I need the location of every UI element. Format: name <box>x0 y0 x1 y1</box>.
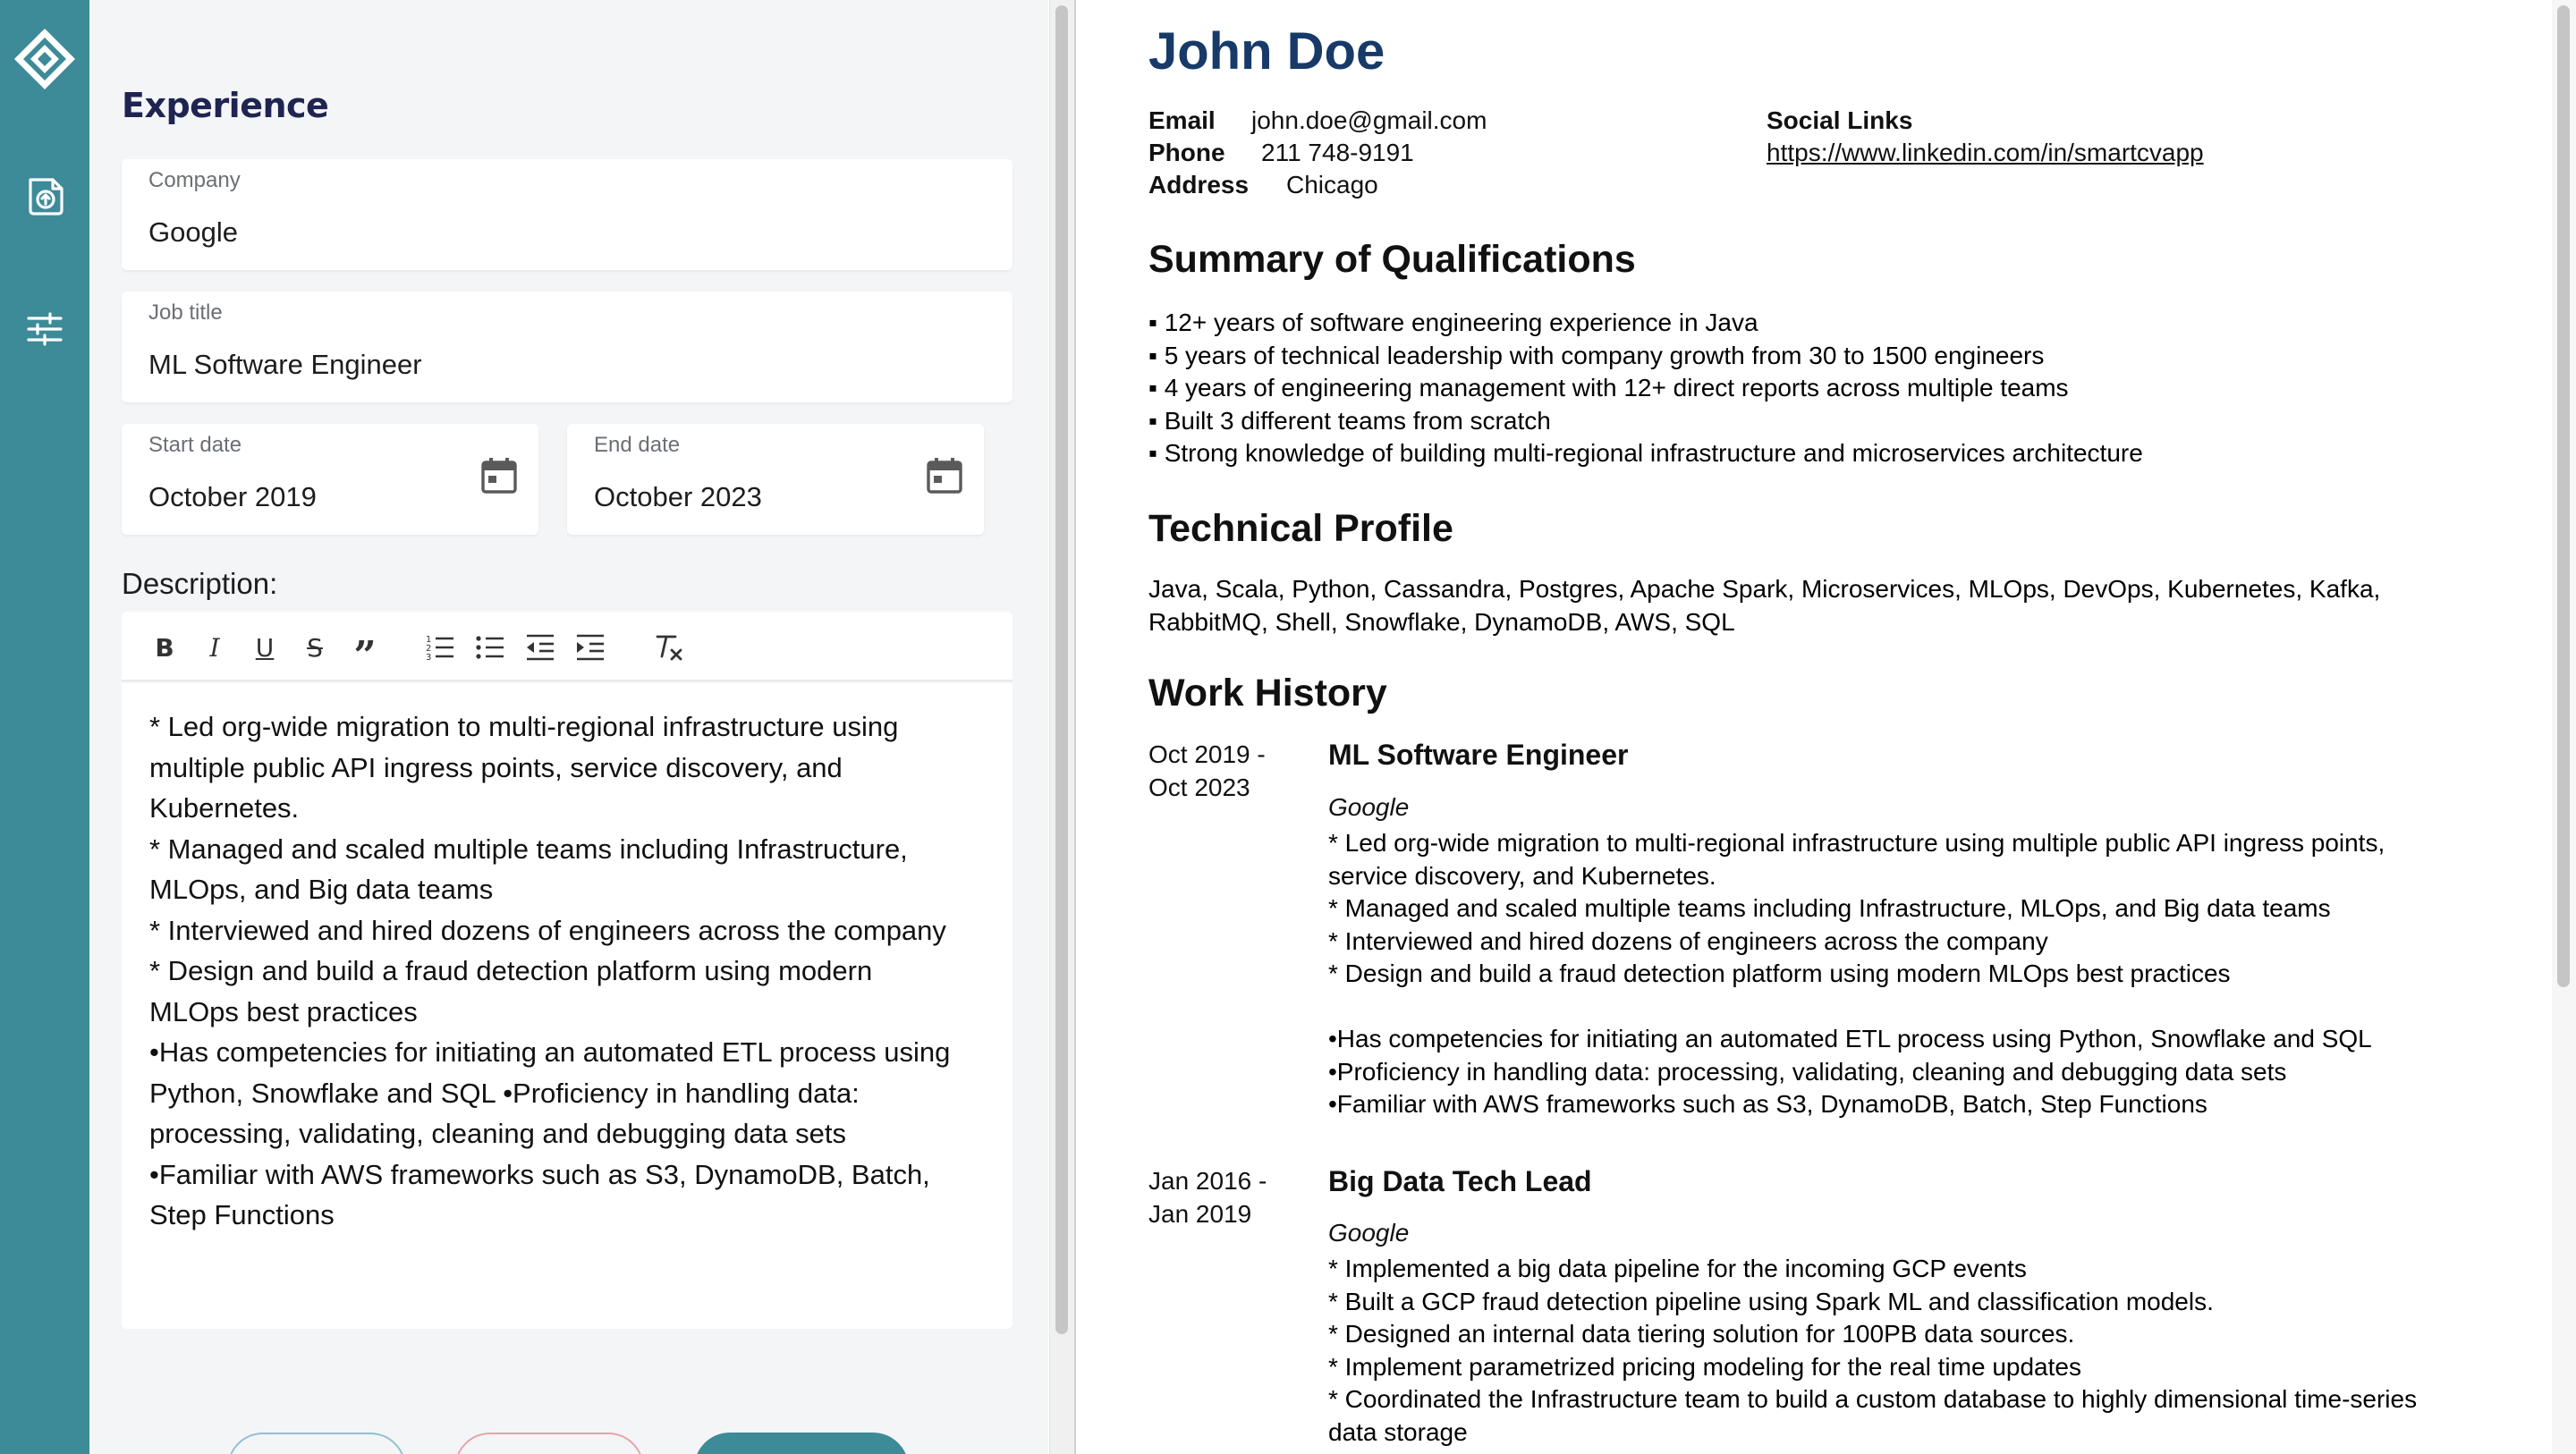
technical-heading: Technical Profile <box>1148 507 1453 550</box>
job-title: Big Data Tech Lead <box>1328 1165 1592 1197</box>
email-label: Email <box>1148 106 1216 134</box>
job-description-line: * Led org-wide migration to multi-regional infrastructure using multiple public API ingress points, <box>1328 829 2385 857</box>
description-line: Step Functions <box>149 1199 335 1230</box>
job-title: ML Software Engineer <box>1328 739 1629 771</box>
end-date-field[interactable] <box>567 424 984 535</box>
secondary-button[interactable] <box>227 1433 406 1454</box>
start-date-field[interactable] <box>122 424 538 535</box>
scroll-thumb[interactable] <box>1055 5 1068 1334</box>
job-description-line: * Design and build a fraud detection platform using modern MLOps best practices <box>1328 959 2231 987</box>
job-dates: Jan 2016 - <box>1148 1167 1267 1195</box>
job-title-field[interactable] <box>122 292 1013 402</box>
description-line: multiple public API ingress points, service discovery, and <box>149 751 843 783</box>
job-description-line: •Has competencies for initiating an automated ETL process using Python, Snowflake and SQL <box>1328 1025 2372 1052</box>
job-description <box>1328 1253 2417 1449</box>
job-description-line: •Proficiency in handling data: processing, validating, cleaning and debugging data sets <box>1328 1057 2287 1086</box>
job-description-line: * Interviewed and hired dozens of engineers across the company <box>1328 926 2048 955</box>
underline-icon[interactable]: U <box>255 632 275 663</box>
technical-line: Java, Scala, Python, Cassandra, Postgres, Apache Spark, Microservices, MLOps, DevOps, Kubernetes, Kafka, <box>1148 575 2381 603</box>
phone-label: Phone <box>1148 139 1225 166</box>
editor-scrollbar[interactable] <box>1049 0 1074 1454</box>
description-line: * Interviewed and hired dozens of engineers across the company <box>149 914 946 946</box>
calendar-icon[interactable] <box>479 456 519 495</box>
end-date-input[interactable]: October 2023 <box>594 481 762 512</box>
italic-icon[interactable]: I <box>209 632 220 663</box>
editor-panel <box>89 0 1048 1454</box>
job-company: Google <box>1328 793 1410 821</box>
scroll-thumb[interactable] <box>2557 5 2570 987</box>
job-title-label: Job title <box>148 300 223 325</box>
summary-item: ▪ Strong knowledge of building multi-regional infrastructure and microservices architecture <box>1148 439 2143 467</box>
description-line: * Design and build a fraud detection platform using modern <box>149 955 873 986</box>
address-value: Chicago <box>1286 171 1378 199</box>
start-date-label: Start date <box>148 433 242 457</box>
technical-line: RabbitMQ, Shell, Snowflake, DynamoDB, AWS, SQL <box>1148 607 1735 636</box>
description-line: processing, validating, cleaning and debugging data sets <box>149 1118 846 1149</box>
job-dates: Oct 2019 - <box>1148 740 1266 768</box>
job-dates: Oct 2023 <box>1148 773 1250 801</box>
summary-item: ▪ 5 years of technical leadership with company growth from 30 to 1500 engineers <box>1148 341 2045 369</box>
ordered-list-icon[interactable] <box>420 628 460 667</box>
preview-scrollbar[interactable] <box>2552 0 2576 1454</box>
description-line: Kubernetes. <box>149 792 300 824</box>
remove-button[interactable] <box>454 1433 644 1454</box>
description-editor[interactable] <box>122 683 1013 1329</box>
clear-format-icon[interactable] <box>649 628 689 667</box>
job-dates: Jan 2019 <box>1148 1200 1252 1228</box>
phone-value: 211 748-9191 <box>1261 139 1414 166</box>
description-line: MLOps best practices <box>149 995 418 1027</box>
description-line: * Managed and scaled multiple teams including Infrastructure, <box>149 833 908 865</box>
bold-icon[interactable]: B <box>155 632 174 663</box>
app-sidebar <box>0 0 89 1454</box>
svg-text:3: 3 <box>426 653 432 663</box>
strikethrough-icon[interactable]: S <box>307 632 323 663</box>
summary-heading: Summary of Qualifications <box>1148 238 1636 281</box>
summary-item: ▪ 12+ years of software engineering experience in Java <box>1148 309 1758 336</box>
description-line: MLOps, and Big data teams <box>149 874 494 905</box>
job-description-line: * Coordinated the Infrastructure team to build a custom database to highly dimensional time-series <box>1328 1385 2418 1413</box>
summary-list <box>1148 307 2143 470</box>
job-description-line: •Familiar with AWS frameworks such as S3, DynamoDB, Batch, Step Functions <box>1328 1090 2207 1118</box>
job-description <box>1328 827 2385 1121</box>
indent-icon[interactable] <box>571 628 610 667</box>
work-history-heading: Work History <box>1148 672 1387 714</box>
description-line: •Has competencies for initiating an automated ETL process using <box>149 1036 951 1068</box>
section-title: Experience <box>122 86 329 125</box>
quote-icon[interactable]: ” <box>353 632 377 679</box>
company-input[interactable]: Google <box>148 216 238 248</box>
job-description-line <box>1328 991 2385 1024</box>
job-description-line: * Implement parametrized pricing modeling for the real time updates <box>1328 1352 2081 1381</box>
description-label: Description: <box>122 567 278 600</box>
svg-text:2: 2 <box>426 644 432 654</box>
end-date-label: End date <box>594 433 681 457</box>
job-description-line: * Implemented a big data pipeline for the incoming GCP events <box>1328 1255 2027 1282</box>
job-title-input[interactable]: ML Software Engineer <box>148 349 422 380</box>
technical-list <box>1148 573 2380 638</box>
primary-button[interactable] <box>694 1433 909 1454</box>
rich-text-toolbar <box>122 612 1013 681</box>
calendar-icon[interactable] <box>925 456 964 495</box>
diamond-logo-icon[interactable] <box>13 27 77 91</box>
job-description-line: service discovery, and Kubernetes. <box>1328 861 1716 890</box>
job-description-line: * Managed and scaled multiple teams including Infrastructure, MLOps, and Big data teams <box>1328 894 2331 922</box>
company-field[interactable] <box>122 159 1013 270</box>
description-line: * Led org-wide migration to multi-regional infrastructure using <box>149 711 899 742</box>
address-label: Address <box>1148 171 1250 199</box>
start-date-input[interactable]: October 2019 <box>148 481 317 512</box>
job-description-line: data storage <box>1328 1417 1468 1446</box>
summary-item: ▪ Built 3 different teams from scratch <box>1148 406 1551 435</box>
upload-document-icon[interactable] <box>20 172 70 222</box>
bullet-list-icon[interactable] <box>470 628 510 667</box>
summary-item: ▪ 4 years of engineering management with 12+ direct reports across multiple teams <box>1148 374 2069 402</box>
job-description-line: * Designed an internal data tiering solution for 100PB data sources. <box>1328 1320 2075 1348</box>
outdent-icon[interactable] <box>521 628 560 667</box>
resume-preview <box>1074 0 2552 1454</box>
description-line: •Familiar with AWS frameworks such as S3, DynamoDB, Batch, <box>149 1158 930 1190</box>
job-description-line: * Built a GCP fraud detection pipeline using Spark ML and classification models. <box>1328 1287 2214 1315</box>
job-company: Google <box>1328 1219 1410 1247</box>
email-value: john.doe@gmail.com <box>1251 106 1487 134</box>
company-label: Company <box>148 168 241 192</box>
svg-text:1: 1 <box>426 635 432 645</box>
social-links-label: Social Links <box>1767 106 1913 134</box>
settings-sliders-icon[interactable] <box>20 304 70 354</box>
social-link[interactable]: https://www.linkedin.com/in/smartcvapp <box>1767 139 2204 166</box>
resume-name: John Doe <box>1148 22 1385 80</box>
description-line: Python, Snowflake and SQL •Proficiency in handling data: <box>149 1077 860 1109</box>
